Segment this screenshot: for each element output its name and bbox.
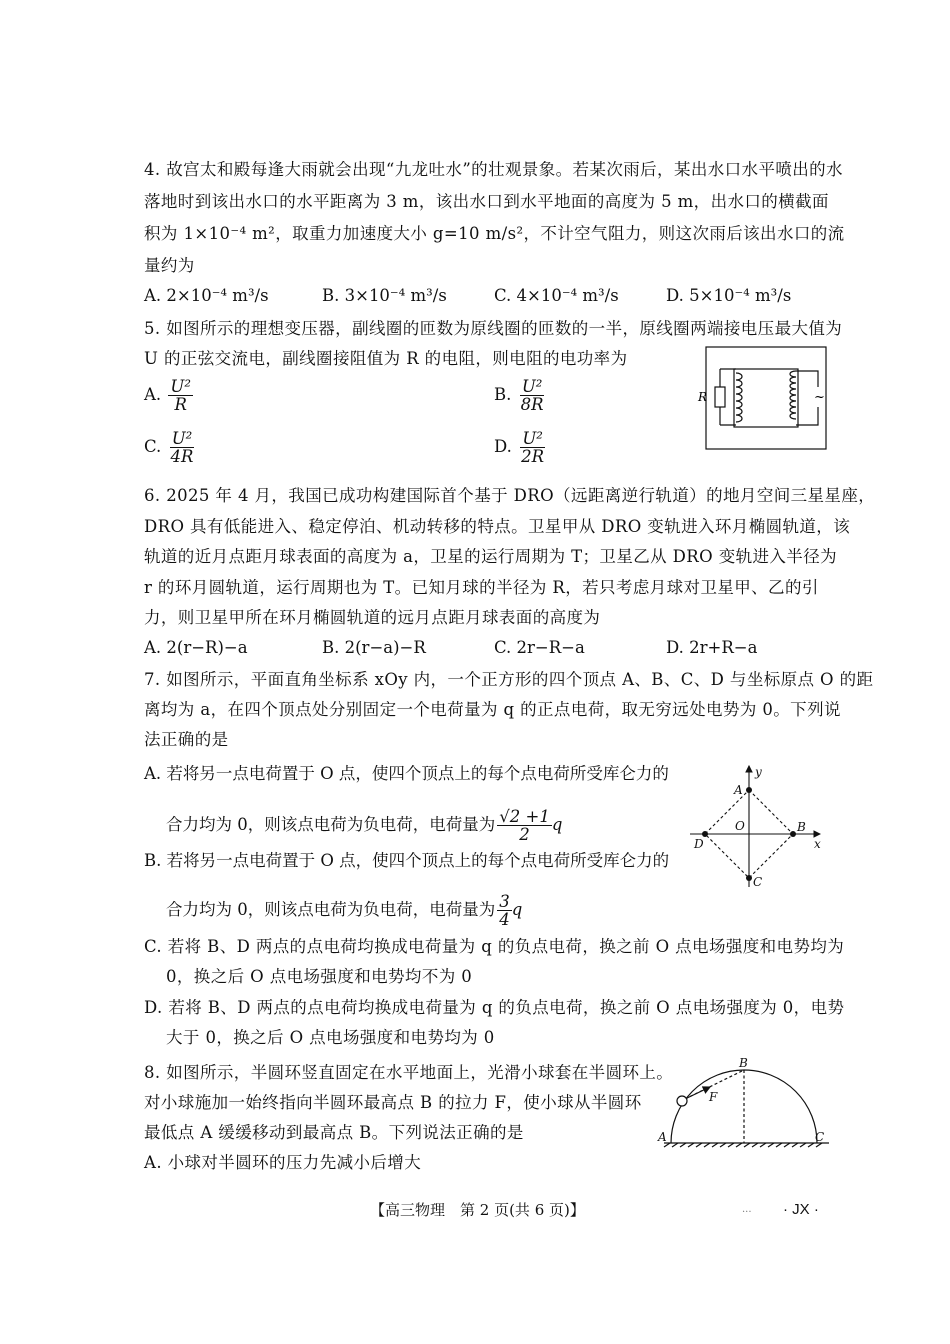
origin-label: O: [735, 819, 745, 833]
point-c-label: C: [753, 875, 763, 889]
q6-line-1: 6. 2025 年 4 月，我国已成功构建国际首个基于 DRO（远距离逆行轨道）的地月空间三星星座，: [144, 486, 876, 505]
q8-line-1: 8. 如图所示，半圆环竖直固定在水平地面上，光滑小球套在半圆环上。: [144, 1063, 674, 1082]
force-label: F: [709, 1090, 718, 1104]
resistor-label: R: [698, 390, 708, 404]
point-b-label: B: [739, 1056, 748, 1070]
core-outer: [706, 347, 826, 449]
numerator: 3: [499, 892, 510, 911]
q4-option-d: D. 5×10⁻⁴ m³/s: [666, 286, 792, 305]
q7-option-d-line-2: 大于 0，换之后 O 点电场强度和电势均为 0: [166, 1028, 495, 1047]
q6-line-3: 轨道的近月点距月球表面的高度为 a，卫星的运行周期为 T；卫星乙从 DRO 变轨进入半径为: [144, 547, 838, 566]
q5-option-b-label: B.: [494, 385, 512, 404]
q7-line-1: 7. 如图所示，平面直角坐标系 xOy 内，一个正方形的四个顶点 A、B、C、D 与坐标原点 O 的距: [144, 670, 874, 689]
q5-option-d: [494, 430, 546, 465]
q4-option-c: C. 4×10⁻⁴ m³/s: [494, 286, 619, 305]
q5-option-c-label: C.: [144, 437, 162, 456]
q8-option-a: A. 小球对半圆环的压力先减小后增大: [144, 1153, 422, 1172]
denominator: 2R: [521, 447, 545, 466]
core-inner: [734, 369, 798, 427]
q6-option-b: B. 2(r−a)−R: [322, 638, 426, 657]
x-axis-label: x: [814, 837, 821, 851]
denominator: R: [174, 395, 187, 414]
q8-line-2: 对小球施加一始终指向半圆环最高点 B 的拉力 F，使小球从半圆环: [144, 1093, 642, 1112]
numerator: U²: [522, 429, 543, 448]
denominator: 4R: [170, 447, 194, 466]
q4-line-3: 积为 1×10⁻⁴ m²，取重力加速度大小 g=10 m/s²，不计空气阻力，则这次雨后该出水口的流: [144, 224, 845, 243]
q7-option-a-line-2: [166, 808, 562, 843]
q6-line-4: r 的环月圆轨道，运行周期也为 T。已知月球的半径为 R，若只考虑月球对卫星甲、乙的引: [144, 578, 819, 597]
force-arrow: [685, 1087, 710, 1099]
q5-option-d-fraction: [519, 430, 546, 465]
q7-option-a-line-1: A. 若将另一点电荷置于 O 点，使四个顶点上的每个点电荷所受库仑力的: [144, 764, 669, 783]
point-c-label: C: [815, 1130, 825, 1144]
q4-line-2: 落地时到该出水口的水平距离为 3 m，该出水口到水平地面的高度为 5 m，出水口的横截面: [144, 192, 829, 211]
q6-option-d: D. 2r+R−a: [666, 638, 758, 657]
q5-option-c-fraction: [169, 430, 196, 465]
point-a-label: A: [658, 1130, 667, 1144]
ac-source-symbol: ~: [814, 390, 825, 405]
q7-option-a-fraction: [497, 808, 552, 843]
q7-line-3: 法正确的是: [144, 730, 229, 749]
denominator: 4: [499, 910, 510, 929]
q4-line-1: 4. 故宫太和殿每逢大雨就会出现“九龙吐水”的壮观景象。若某次雨后，某出水口水平喷出的水: [144, 160, 843, 179]
point-d-label: D: [694, 837, 704, 851]
q5-option-b: [494, 378, 546, 413]
q8-line-3: 最低点 A 缓缓移动到最高点 B。下列说法正确的是: [144, 1123, 524, 1142]
denominator: 2: [519, 825, 530, 844]
point-b-label: B: [797, 820, 806, 834]
q7-option-b-fraction: [497, 893, 512, 928]
q7-option-b-line-1: B. 若将另一点电荷置于 O 点，使四个顶点上的每个点电荷所受库仑力的: [144, 851, 670, 870]
q5-option-a-fraction: [168, 378, 193, 413]
charge-a: [746, 787, 752, 793]
transformer-figure: [690, 343, 830, 453]
q7-option-b-text: 合力均为 0，则该点电荷为负电荷，电荷量为: [166, 900, 496, 919]
charge-c: [746, 875, 752, 881]
q7-line-2: 离均为 a，在四个顶点处分别固定一个电荷量为 q 的正点电荷，取无穷远处电势为 0。下列说: [144, 700, 841, 719]
charge-b: [790, 831, 796, 837]
square-charges-figure: [682, 762, 832, 892]
q6-option-a: A. 2(r−R)−a: [144, 638, 248, 657]
q5-option-a-label: A.: [144, 385, 162, 404]
q6-line-2: DRO 具有低能进入、稳定停泊、机动转移的特点。卫星甲从 DRO 变轨进入环月椭圆轨道，该: [144, 517, 851, 536]
numerator: √2 +1: [499, 807, 550, 826]
q4-option-a: A. 2×10⁻⁴ m³/s: [144, 286, 269, 305]
q7-option-b-line-2: [166, 893, 522, 928]
footer-dots: ...: [742, 1204, 752, 1215]
q5-option-d-label: D.: [494, 437, 512, 456]
q7-option-c-line-1: C. 若将 B、D 两点的点电荷均换成电荷量为 q 的负点电荷，换之前 O 点电场强度和电势均为: [144, 937, 845, 956]
q7-option-a-text: 合力均为 0，则该点电荷为负电荷，电荷量为: [166, 815, 496, 834]
numerator: U²: [521, 377, 543, 396]
charge-symbol: q: [511, 900, 523, 919]
q5-option-a: [144, 378, 193, 413]
numerator: U²: [171, 429, 193, 448]
footer-code: · JX ·: [783, 1201, 819, 1218]
denominator: 8R: [520, 395, 544, 414]
q7-option-d-line-1: D. 若将 B、D 两点的点电荷均换成电荷量为 q 的负点电荷，换之前 O 点电场强度为 0，电势: [144, 998, 845, 1017]
q5-line-1: 5. 如图所示的理想变压器，副线圈的匝数为原线圈的匝数的一半，原线圈两端接电压最大值为: [144, 319, 843, 338]
page-footer-title: 【高三物理 第 2 页(共 6 页)】: [370, 1201, 585, 1219]
charge-symbol: q: [551, 815, 563, 834]
resistor: [715, 387, 725, 407]
point-a-label: A: [734, 783, 743, 797]
primary-coil: [790, 371, 796, 419]
q4-line-4: 量约为: [144, 256, 195, 275]
small-ball: [677, 1096, 687, 1106]
q5-option-b-fraction: [519, 378, 546, 413]
secondary-coil: [736, 373, 742, 422]
q5-line-2: U 的正弦交流电，副线圈接阻值为 R 的电阻，则电阻的电功率为: [144, 349, 628, 368]
numerator: U²: [170, 377, 191, 396]
q5-option-c: [144, 430, 195, 465]
y-axis-label: y: [755, 765, 762, 779]
semicircle-figure: [654, 1057, 834, 1157]
q7-option-c-line-2: 0，换之后 O 点电场强度和电势均不为 0: [166, 967, 473, 986]
q6-line-5: 力，则卫星甲所在环月椭圆轨道的远月点距月球表面的高度为: [144, 608, 601, 627]
q6-option-c: C. 2r−R−a: [494, 638, 585, 657]
q4-option-b: B. 3×10⁻⁴ m³/s: [322, 286, 447, 305]
